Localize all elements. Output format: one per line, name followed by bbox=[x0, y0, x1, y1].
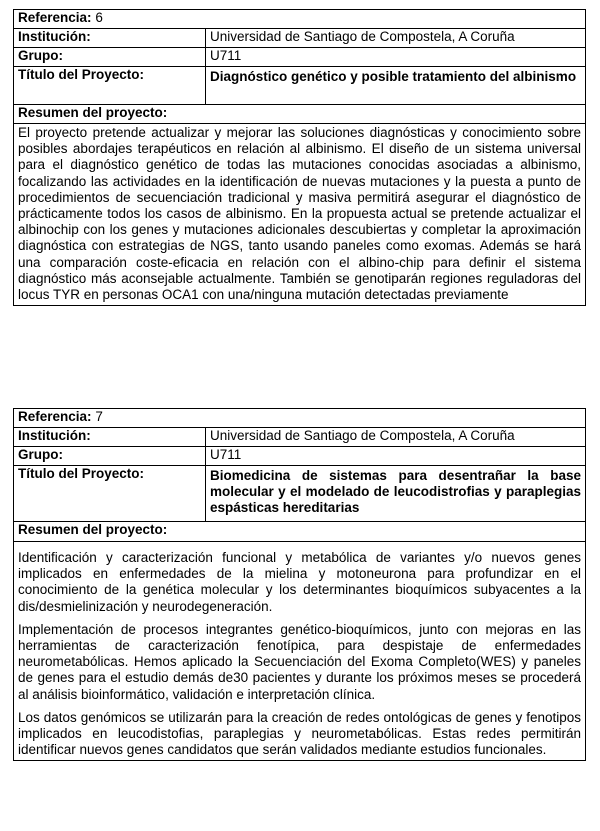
summary-label: Resumen del proyecto: bbox=[14, 522, 586, 542]
institution-label: Institución: bbox=[14, 428, 206, 447]
summary-paragraph: Implementación de procesos integrantes genético-bioquímicos, junto con mejoras en las herramientas de caracterización fenotípica, para despistaje de enfermedades neurometabólicas. Hemos aplicado la Secuenciación del Exoma Completo(WES) y paneles de genes para el estudio demás de30 pacientes y durante los próximos meses se procederá al análisis bioinformático, validación e interpretación clínica. bbox=[18, 621, 581, 702]
institution-label: Institución: bbox=[14, 29, 206, 48]
project-title-label: Título del Proyecto: bbox=[14, 67, 206, 105]
project-card bbox=[13, 408, 586, 761]
reference-row bbox=[14, 409, 586, 428]
reference-label: Referencia: bbox=[18, 409, 92, 424]
group-value: U711 bbox=[206, 48, 586, 67]
institution-value: Universidad de Santiago de Compostela, A Coruña bbox=[206, 29, 586, 48]
project-title-value: Biomedicina de sistemas para desentrañar la base molecular y el modelado de leucodistrofias y paraplegias espásticas hereditarias bbox=[206, 466, 586, 522]
project-title-value: Diagnóstico genético y posible tratamiento del albinismo bbox=[206, 67, 586, 105]
group-label: Grupo: bbox=[14, 447, 206, 466]
institution-value: Universidad de Santiago de Compostela, A Coruña bbox=[206, 428, 586, 447]
summary-paragraph: Identificación y caracterización funcional y metabólica de variantes y/o nuevos genes implicados en enfermedades de la mielina y motoneurona para profundizar en el conocimiento de la genética molecular y los determinantes bioquímicos subyacentes a la dis/desmielinización y neurodegeneración. bbox=[18, 550, 581, 614]
group-value: U711 bbox=[206, 447, 586, 466]
project-title-label: Título del Proyecto: bbox=[14, 466, 206, 522]
summary-paragraph: El proyecto pretende actualizar y mejorar las soluciones diagnósticas y conocimiento sobre posibles abordajes terapéuticos en relación al albinismo. El diseño de un sistema universal para el diagnóstico genético de todas las mutaciones conocidas asociadas a albinismo, focalizando las actividades en la identificación de nuevas mutaciones y la puesta a punto de procedimientos de secuenciación tradicional y masiva permitirá asegurar el diagnóstico de prácticamente todos los casos de albinismo. En la propuesta actual se pretende actualizar el albinochip con los genes y mutaciones adicionales descubiertas y completar la aproximación diagnóstica con estrategias de NGS, tanto usando paneles como exomas. Además se hará una comparación coste-eficacia en relación con el albino-chip para definir el sistema diagnóstico más aconsejable actualmente. También se genotiparán regiones reguladoras del locus TYR en personas OCA1 con una/ninguna mutación detectadas previamente bbox=[18, 125, 581, 303]
summary-paragraph: Los datos genómicos se utilizarán para la creación de redes ontológicas de genes y fenotipos implicados en leucodistofias, paraplegias y neurometabólicas. Estas redes permitirán identificar nuevos genes candidatos que serán validados mediante estudios funcionales. bbox=[18, 709, 581, 758]
group-label: Grupo: bbox=[14, 48, 206, 67]
reference-row bbox=[14, 10, 586, 29]
reference-value: 6 bbox=[95, 10, 103, 25]
summary-label: Resumen del proyecto: bbox=[14, 105, 586, 124]
reference-value: 7 bbox=[95, 409, 103, 424]
reference-label: Referencia: bbox=[18, 10, 92, 25]
project-card bbox=[13, 9, 586, 306]
summary-body bbox=[14, 542, 586, 761]
summary-body bbox=[14, 124, 586, 306]
